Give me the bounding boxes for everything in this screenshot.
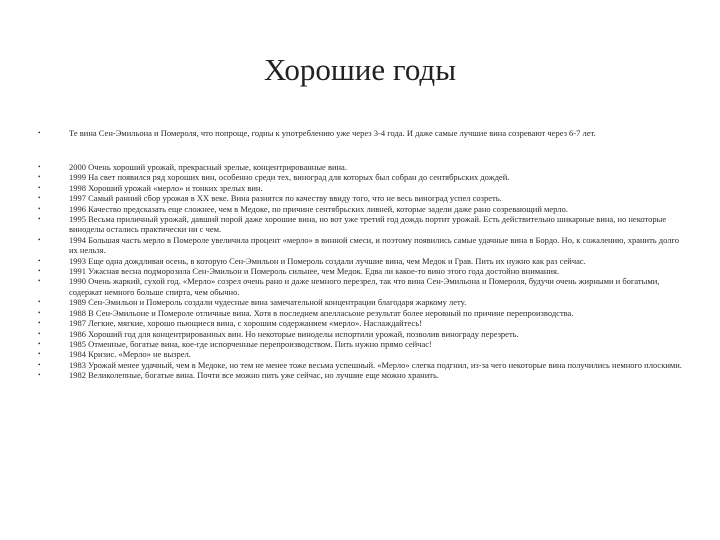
intro-item bbox=[38, 128, 688, 138]
bullet-icon: • bbox=[38, 350, 41, 359]
intro-text: Те вина Сен-Эмильона и Помероля, что попроще, годны к употреблению уже через 3-4 года. И даже самые лучшие вина созревают через 6-7 лет. bbox=[69, 128, 596, 138]
vintage-item bbox=[38, 276, 688, 297]
vintage-text: 1999 На свет появился ряд хороших вин, особенно среди тех, виноград для которых был собран до сентябрьских дождей. bbox=[69, 172, 510, 183]
vintage-text: 1988 В Сен-Эмильоне и Помероле отличные вина. Хотя в последнем апелласьоне результат более неровный по причине перепроизводства. bbox=[69, 307, 574, 318]
vintage-item bbox=[38, 360, 688, 370]
bullet-icon: • bbox=[38, 183, 41, 192]
bullet-icon: • bbox=[38, 329, 41, 338]
intro-list bbox=[38, 128, 688, 138]
vintage-item bbox=[38, 308, 688, 318]
bullet-icon: • bbox=[38, 308, 41, 317]
vintage-item bbox=[38, 193, 688, 203]
bullet-icon: • bbox=[38, 360, 41, 369]
vintage-text: 1990 Очень жаркий, сухой год. «Мерло» созрел очень рано и даже немного перезрел, так что вина Сен-Эмильона и Помероля, будучи очень жирными и богатыми, содержат немного больше спирта, чем обычно. bbox=[69, 276, 660, 297]
vintage-text: 1985 Отменные, богатые вина, кое-где испорченные перепроизводством. Пить нужно прямо сейчас! bbox=[69, 338, 432, 349]
vintage-item bbox=[38, 183, 688, 193]
bullet-icon: • bbox=[38, 267, 41, 276]
vintage-item bbox=[38, 339, 688, 349]
vintage-item bbox=[38, 162, 688, 172]
vintage-text: 1982 Великолепные, богатые вина. Почти все можно пить уже сейчас, но лучшие еще можно хранить. bbox=[69, 370, 439, 381]
vintage-text: 1997 Самый ранний сбор урожая в XX веке. Вина разнятся по качеству ввиду того, что не весь виноград успел созреть. bbox=[69, 193, 502, 204]
vintage-item bbox=[38, 266, 688, 276]
vintage-text: 1994 Большая часть мерло в Помероле увеличила процент «мерло» в винной смеси, и поэтому появились самые удачные вина в Бордо. Но, к сожалению, хранить долго их нельзя. bbox=[69, 234, 680, 256]
bullet-icon: • bbox=[38, 256, 41, 265]
vintage-text: 1984 Кризис. «Мерло» не вызрел. bbox=[69, 349, 191, 360]
vintage-item bbox=[38, 370, 688, 380]
vintage-item bbox=[38, 235, 688, 256]
vintage-text: 1989 Сен-Эмильон и Помероль создали чудесные вина замечательной концентрации благодаря жаркому лету. bbox=[69, 297, 467, 308]
bullet-icon: • bbox=[38, 339, 41, 348]
vintage-item bbox=[38, 297, 688, 307]
vintage-text: 1991 Ужасная весна подморозила Сен-Эмильон и Помероль сильнее, чем Медок. Едва ли какое-то вино этого года достойно внимания. bbox=[69, 266, 559, 277]
vintage-item bbox=[38, 318, 688, 328]
bullet-icon: • bbox=[38, 371, 41, 380]
bullet-icon: • bbox=[38, 277, 41, 286]
vintage-item bbox=[38, 204, 688, 214]
bullet-icon: • bbox=[38, 298, 41, 307]
vintage-text: 1993 Еще одна дождливая осень, в которую Сен-Эмильон и Помероль создали лучшие вина, чем Медок и Грав. Пить их нужно как раз сейчас. bbox=[69, 255, 586, 266]
slide-title: Хорошие годы bbox=[263, 52, 457, 87]
vintage-text: 1983 Урожай менее удачный, чем в Медоке, но тем не менее тоже весьма успешный. «Мерло» слегка подгнил, из-за чего некоторые вина получились немного плоскими. bbox=[69, 359, 682, 370]
bullet-icon: • bbox=[38, 235, 41, 244]
bullet-icon: • bbox=[38, 194, 41, 203]
bullet-icon: • bbox=[38, 204, 41, 213]
vintage-item bbox=[38, 349, 688, 359]
vintage-text: 1996 Качество предсказать еще сложнее, чем в Медоке, по причине сентябрьских ливней, которые задели даже рано созревающий мерло. bbox=[69, 203, 568, 214]
vintage-item bbox=[38, 214, 688, 235]
vintage-text: 2000 Очень хороший урожай, прекрасный зрелые, концентрированные вина. bbox=[69, 162, 347, 172]
bullet-icon: • bbox=[38, 215, 41, 224]
vintage-item bbox=[38, 256, 688, 266]
vintage-text: 1987 Легкие, мягкие, хорошо пьющиеся вина, с хорошим содержанием «мерло». Наслаждайтесь! bbox=[69, 318, 422, 329]
bullet-icon: • bbox=[38, 129, 41, 137]
vintage-text: 1998 Хороший урожай «мерло» и тонких зрелых вин. bbox=[69, 182, 263, 193]
vintage-item bbox=[38, 172, 688, 182]
vintage-item bbox=[38, 329, 688, 339]
vintage-text: 1986 Хороший год для концентрированных вин. Но некоторые виноделы испортили урожай, позволив винограду перезреть. bbox=[69, 328, 519, 339]
vintage-text: 1995 Весьма приличный урожай, давший порой даже хорошие вина, но вот уже третий год дождь портит урожай. Есть действительно шикарные вина, но некоторые виноделы остались практически ни с чем. bbox=[69, 214, 667, 235]
bullet-icon: • bbox=[38, 163, 41, 171]
vintage-list bbox=[38, 162, 688, 381]
bullet-icon: • bbox=[38, 173, 41, 182]
bullet-icon: • bbox=[38, 319, 41, 328]
